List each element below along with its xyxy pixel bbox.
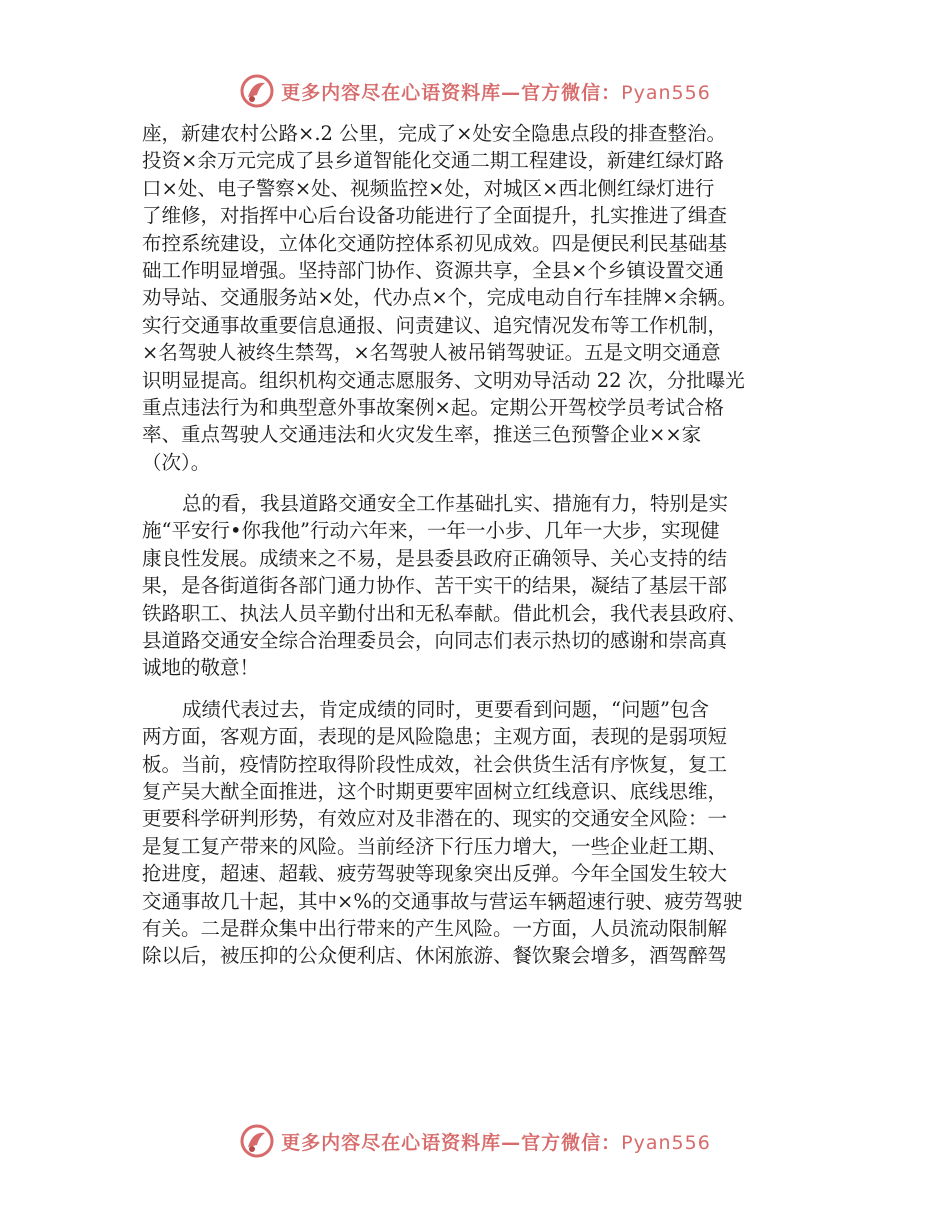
text-line: 更要科学研判形势，有效应对及非潜在的、现实的交通安全风险：一 [142,807,728,831]
text-line: 重点违法行为和典型意外事故案例×起。定期公开驾校学员考试合格 [142,395,724,419]
text-line: 县道路交通安全综合治理委员会，向同志们表示热切的感谢和崇高真 [142,629,728,653]
text-line: （次）。 [142,450,211,474]
paragraph [142,120,842,476]
text-line: 率、重点驾驶人交通违法和火灾发生率，推送三色预警企业××家 [142,423,702,447]
text-line: 抢进度，超速、超载、疲劳驾驶等现象突出反弹。今年全国发生较大 [142,862,728,886]
text-line: 识明显提高。组织机构交通志愿服务、文明劝导活动 22 次，分批曝光 [142,368,745,392]
text-line: 铁路职工、执法人员辛勤付出和无私奉献。借此机会，我代表县政府、 [142,601,747,625]
paragraph [142,490,842,682]
logo-icon [239,1123,275,1159]
footer-banner [0,1116,950,1166]
text-line: 劝导站、交通服务站×处，代办点×个，完成电动自行车挂牌×余辆。 [142,286,738,310]
paragraph [142,696,842,970]
text-line: 实行交通事故重要信息通报、问责建议、追究情况发布等工作机制， [142,313,728,337]
text-line: 布控系统建设，立体化交通防控体系初见成效。四是便民利民基础基 [142,231,728,255]
text-line: 成绩代表过去，肯定成绩的同时，更要看到问题，“问题”包含 [182,697,709,721]
text-line: 除以后，被压抑的公众便利店、休闲旅游、餐饮聚会增多，酒驾醉驾 [142,944,728,968]
text-line: 总的看，我县道路交通安全工作基础扎实、措施有力，特别是实 [182,492,729,516]
banner-text: 更多内容尽在心语资料库—官方微信：Pyan556 [281,1131,711,1154]
text-line: 两方面，客观方面，表现的是风险隐患；主观方面，表现的是弱项短 [142,725,728,749]
text-line: 诚地的敬意！ [142,656,260,680]
text-line: 是复工复产带来的风险。当前经济下行压力增大，一些企业赶工期、 [142,834,728,858]
document-body [142,120,842,970]
text-line: 康良性发展。成绩来之不易，是县委县政府正确领导、关心支持的结 [142,546,728,570]
text-line: 口×处、电子警察×处、视频监控×处，对城区×西北侧红绿灯进行 [142,176,715,200]
text-line: 础工作明显增强。坚持部门协作、资源共享，全县×个乡镇设置交通 [142,258,724,282]
text-line: ×名驾驶人被终生禁驾，×名驾驶人被吊销驾驶证。五是文明交通意 [142,341,721,365]
paragraph-gap [142,682,842,696]
text-line: 座，新建农村公路×.2 公里，完成了×处安全隐患点段的排查整治。 [142,122,726,145]
text-line: 果，是各街道街各部门通力协作、苦干实干的结果，凝结了基层干部 [142,574,728,598]
text-line: 施“平安行•你我他”行动六年来，一年一小步、几年一大步，实现健 [142,519,720,543]
logo-icon [239,73,275,109]
text-line: 有关。二是群众集中出行带来的产生风险。一方面，人员流动限制解 [142,916,728,940]
text-line: 板。当前，疫情防控取得阶段性成效，社会供货生活有序恢复，复工 [142,752,728,776]
text-line: 复产吴大猷全面推进，这个时期更要牢固树立红线意识、底线思维， [142,779,728,803]
text-line: 交通事故几十起，其中×%的交通事故与营运车辆超速行驶、疲劳驾驶 [142,889,743,913]
text-line: 投资×余万元完成了县乡道智能化交通二期工程建设，新建红绿灯路 [142,149,724,173]
paragraph-gap [142,476,842,490]
text-line: 了维修，对指挥中心后台设备功能进行了全面提升，扎实推进了缉查 [142,204,728,228]
header-banner [0,66,950,116]
banner-text: 更多内容尽在心语资料库—官方微信：Pyan556 [281,81,711,104]
